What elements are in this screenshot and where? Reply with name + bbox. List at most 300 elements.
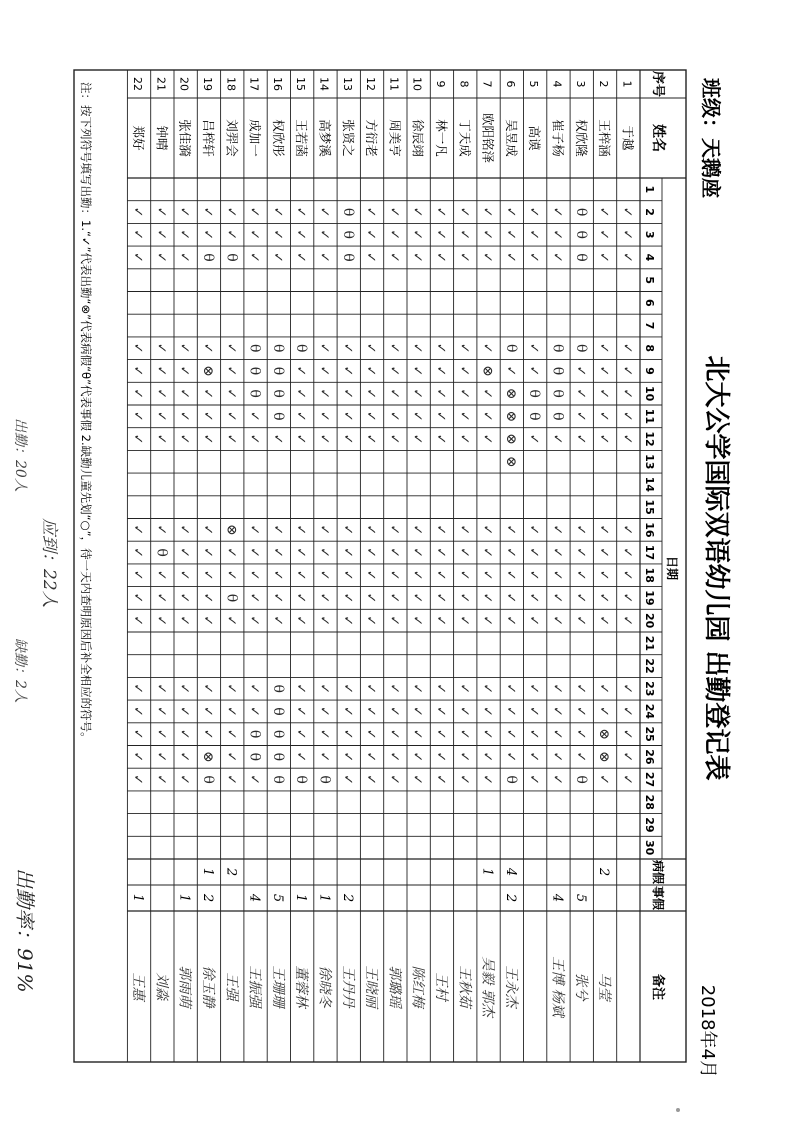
attendance-mark: ✓ bbox=[223, 410, 239, 422]
attendance-mark: ✓ bbox=[409, 433, 425, 445]
attendance-mark: ✓ bbox=[153, 524, 169, 536]
attendance-mark: ✓ bbox=[619, 433, 635, 445]
attendance-mark: ✓ bbox=[199, 342, 215, 354]
attendance-mark: ✓ bbox=[572, 433, 588, 445]
attendance-mark: ✓ bbox=[549, 433, 565, 445]
attendance-mark: ✓ bbox=[409, 410, 425, 422]
attendance-mark: ✓ bbox=[549, 728, 565, 740]
attendance-mark: ✓ bbox=[339, 751, 355, 763]
attendance-mark: ✓ bbox=[432, 388, 448, 400]
student-name: 王梓涵 bbox=[597, 119, 613, 157]
attendance-mark: ✓ bbox=[363, 229, 379, 241]
attendance-mark: ✓ bbox=[526, 774, 542, 786]
row-index: 1 bbox=[620, 80, 634, 88]
attendance-mark: ✓ bbox=[269, 592, 285, 604]
student-name: 张佳漪 bbox=[177, 119, 193, 157]
attendance-mark: ✓ bbox=[246, 410, 262, 422]
day-header: 4 bbox=[643, 253, 656, 262]
table-row bbox=[247, 77, 263, 1009]
row-index: 2 bbox=[597, 80, 611, 88]
attendance-mark: ✓ bbox=[456, 683, 472, 695]
row-index: 5 bbox=[527, 80, 541, 88]
attendance-mark: ✓ bbox=[386, 705, 402, 717]
attendance-mark: θ bbox=[502, 344, 519, 353]
attendance-mark: ✓ bbox=[223, 433, 239, 445]
attendance-mark: ✓ bbox=[386, 229, 402, 241]
personal-days: 1 bbox=[130, 893, 146, 903]
attendance-mark: ✓ bbox=[432, 547, 448, 559]
personal-days: 2 bbox=[199, 893, 215, 903]
attendance-mark: ✓ bbox=[409, 342, 425, 354]
day-header: 24 bbox=[643, 703, 656, 720]
row-index: 15 bbox=[294, 77, 308, 91]
attendance-mark: ✓ bbox=[130, 774, 146, 786]
attendance-mark: ✓ bbox=[409, 728, 425, 740]
attendance-mark: ✓ bbox=[502, 751, 518, 763]
day-header: 30 bbox=[643, 839, 656, 856]
handwritten-total: 应到：22人 bbox=[39, 518, 59, 608]
attendance-mark: ✓ bbox=[596, 251, 612, 263]
attendance-mark: ✓ bbox=[199, 728, 215, 740]
header-index: 序号 bbox=[650, 70, 665, 98]
attendance-mark: ✓ bbox=[316, 615, 332, 627]
attendance-mark: ✓ bbox=[456, 433, 472, 445]
attendance-mark: ✓ bbox=[619, 615, 635, 627]
attendance-mark: ✓ bbox=[153, 774, 169, 786]
attendance-mark: ✓ bbox=[293, 433, 309, 445]
personal-days: 1 bbox=[176, 893, 192, 903]
attendance-mark: ✓ bbox=[246, 524, 262, 536]
attendance-mark: ✓ bbox=[526, 615, 542, 627]
attendance-mark: ✓ bbox=[596, 365, 612, 377]
attendance-mark: ✓ bbox=[363, 569, 379, 581]
personal-days: 4 bbox=[246, 893, 262, 903]
attendance-mark: ✓ bbox=[386, 683, 402, 695]
row-index: 16 bbox=[270, 77, 284, 91]
remark-signature: 郭雨萌 bbox=[176, 965, 193, 1008]
attendance-mark: ✓ bbox=[572, 728, 588, 740]
attendance-mark: θ bbox=[246, 729, 263, 739]
attendance-mark: ✓ bbox=[130, 524, 146, 536]
attendance-mark: ⊗ bbox=[596, 750, 613, 763]
student-name: 张贤之 bbox=[340, 119, 356, 157]
attendance-mark: ✓ bbox=[432, 615, 448, 627]
attendance-mark: ✓ bbox=[153, 615, 169, 627]
sick-days: 1 bbox=[199, 867, 215, 877]
attendance-mark: ✓ bbox=[363, 683, 379, 695]
student-name: 郑好 bbox=[131, 125, 147, 151]
attendance-mark: ✓ bbox=[456, 524, 472, 536]
attendance-mark: ✓ bbox=[339, 705, 355, 717]
attendance-mark: ✓ bbox=[246, 592, 262, 604]
attendance-mark: ✓ bbox=[409, 751, 425, 763]
attendance-mark: ✓ bbox=[246, 569, 262, 581]
day-header: 27 bbox=[643, 771, 656, 788]
attendance-mark: ✓ bbox=[339, 683, 355, 695]
attendance-mark: ✓ bbox=[456, 206, 472, 218]
attendance-mark: ✓ bbox=[293, 229, 309, 241]
personal-days: 4 bbox=[549, 893, 565, 903]
attendance-mark: ✓ bbox=[432, 728, 448, 740]
header-remark: 备注 bbox=[650, 973, 665, 1001]
attendance-mark: ✓ bbox=[479, 615, 495, 627]
attendance-mark: ✓ bbox=[526, 251, 542, 263]
day-header: 7 bbox=[643, 321, 656, 330]
attendance-mark: ✓ bbox=[223, 365, 239, 377]
remark-signature: 马莹 bbox=[596, 972, 613, 1001]
remark-signature: 徐玉静 bbox=[199, 965, 216, 1008]
attendance-mark: ✓ bbox=[130, 388, 146, 400]
attendance-mark: ✓ bbox=[130, 592, 146, 604]
attendance-mark: ✓ bbox=[199, 615, 215, 627]
attendance-mark: ✓ bbox=[269, 569, 285, 581]
row-index: 14 bbox=[317, 77, 331, 91]
attendance-mark: ✓ bbox=[269, 547, 285, 559]
attendance-mark: ✓ bbox=[526, 705, 542, 717]
student-rows bbox=[130, 77, 635, 1020]
attendance-mark: ✓ bbox=[432, 342, 448, 354]
attendance-mark: ✓ bbox=[153, 751, 169, 763]
attendance-mark: ⊗ bbox=[223, 523, 240, 536]
attendance-mark: ✓ bbox=[339, 433, 355, 445]
attendance-mark: ✓ bbox=[502, 251, 518, 263]
table-row bbox=[503, 81, 519, 1010]
student-name: 钟晴 bbox=[154, 125, 170, 151]
attendance-mark: ✓ bbox=[386, 524, 402, 536]
attendance-mark: ✓ bbox=[316, 524, 332, 536]
attendance-mark: ✓ bbox=[526, 547, 542, 559]
attendance-mark: ✓ bbox=[153, 365, 169, 377]
table-row bbox=[526, 81, 542, 786]
table-frame bbox=[74, 70, 686, 1062]
attendance-mark: ✓ bbox=[479, 388, 495, 400]
attendance-mark: ✓ bbox=[456, 615, 472, 627]
attendance-mark: ✓ bbox=[246, 705, 262, 717]
attendance-mark: ✓ bbox=[386, 547, 402, 559]
table-row bbox=[549, 81, 565, 1020]
attendance-mark: ✓ bbox=[432, 410, 448, 422]
row-index: 9 bbox=[433, 80, 447, 88]
attendance-mark: ✓ bbox=[386, 251, 402, 263]
remark-signature: 徐晓冬 bbox=[316, 965, 333, 1008]
attendance-mark: ✓ bbox=[339, 547, 355, 559]
attendance-mark: ✓ bbox=[502, 569, 518, 581]
attendance-mark: ✓ bbox=[223, 206, 239, 218]
attendance-mark: θ bbox=[223, 253, 240, 262]
personal-days: 5 bbox=[269, 893, 285, 903]
attendance-mark: ✓ bbox=[526, 683, 542, 695]
attendance-mark: ✓ bbox=[176, 592, 192, 604]
attendance-mark: ✓ bbox=[293, 251, 309, 263]
sick-days: 2 bbox=[223, 867, 239, 877]
attendance-mark: ✓ bbox=[223, 705, 239, 717]
attendance-mark: ✓ bbox=[456, 592, 472, 604]
attendance-mark: θ bbox=[199, 775, 216, 784]
attendance-mark: θ bbox=[339, 207, 356, 217]
attendance-mark: ✓ bbox=[409, 524, 425, 536]
attendance-mark: ✓ bbox=[246, 615, 262, 627]
attendance-mark: ✓ bbox=[176, 229, 192, 241]
attendance-mark: ✓ bbox=[153, 728, 169, 740]
student-name: 周美亨 bbox=[387, 119, 403, 157]
attendance-mark: ✓ bbox=[176, 615, 192, 627]
attendance-mark: ✓ bbox=[246, 206, 262, 218]
day-header: 26 bbox=[643, 749, 656, 765]
row-index: 18 bbox=[224, 77, 238, 91]
attendance-mark: ✓ bbox=[130, 728, 146, 740]
attendance-mark: ✓ bbox=[596, 388, 612, 400]
attendance-mark: ✓ bbox=[293, 547, 309, 559]
day-header: 19 bbox=[643, 590, 656, 606]
attendance-mark: ✓ bbox=[596, 569, 612, 581]
attendance-mark: ✓ bbox=[479, 569, 495, 581]
attendance-mark: ✓ bbox=[153, 433, 169, 445]
attendance-mark: ✓ bbox=[432, 592, 448, 604]
attendance-mark: ✓ bbox=[176, 524, 192, 536]
attendance-mark: ✓ bbox=[456, 705, 472, 717]
remark-signature: 王丹丹 bbox=[339, 965, 356, 1008]
attendance-mark: ✓ bbox=[619, 728, 635, 740]
attendance-mark: ✓ bbox=[386, 433, 402, 445]
attendance-mark: ✓ bbox=[199, 547, 215, 559]
attendance-mark: ✓ bbox=[549, 705, 565, 717]
attendance-mark: ✓ bbox=[316, 728, 332, 740]
attendance-mark: ✓ bbox=[526, 229, 542, 241]
attendance-mark: ✓ bbox=[130, 229, 146, 241]
attendance-mark: ✓ bbox=[386, 615, 402, 627]
day-header: 18 bbox=[643, 567, 656, 583]
attendance-mark: ✓ bbox=[176, 547, 192, 559]
attendance-mark: ⊗ bbox=[502, 455, 519, 468]
attendance-mark: ✓ bbox=[223, 774, 239, 786]
attendance-mark: ✓ bbox=[479, 547, 495, 559]
month-label: 2018年4月 bbox=[697, 984, 718, 1078]
student-name: 吕梓轩 bbox=[200, 119, 216, 157]
personal-days: 1 bbox=[293, 893, 309, 903]
student-name: 王若菡 bbox=[294, 119, 310, 157]
table-row bbox=[153, 77, 169, 1001]
attendance-mark: ✓ bbox=[596, 683, 612, 695]
attendance-mark: θ bbox=[502, 775, 519, 784]
attendance-mark: ✓ bbox=[572, 410, 588, 422]
attendance-mark: θ bbox=[572, 775, 589, 784]
day-header: 3 bbox=[643, 230, 656, 239]
attendance-mark: ✓ bbox=[363, 433, 379, 445]
attendance-mark: ✓ bbox=[153, 206, 169, 218]
attendance-mark: ✓ bbox=[526, 433, 542, 445]
attendance-mark: ✓ bbox=[223, 229, 239, 241]
attendance-mark: ⊗ bbox=[479, 365, 496, 377]
attendance-mark: ✓ bbox=[502, 705, 518, 717]
attendance-mark: ✓ bbox=[432, 683, 448, 695]
attendance-mark: θ bbox=[293, 775, 310, 784]
header-personal: 事假 bbox=[651, 885, 665, 911]
attendance-mark: ✓ bbox=[596, 410, 612, 422]
day-header: 8 bbox=[643, 344, 656, 353]
attendance-mark: ✓ bbox=[619, 388, 635, 400]
attendance-mark: ✓ bbox=[596, 206, 612, 218]
attendance-mark: ✓ bbox=[432, 206, 448, 218]
day-header: 6 bbox=[643, 299, 656, 307]
student-name: 高梦溪 bbox=[317, 119, 333, 157]
attendance-mark: ✓ bbox=[432, 433, 448, 445]
attendance-mark: ✓ bbox=[619, 751, 635, 763]
attendance-mark: ✓ bbox=[456, 251, 472, 263]
attendance-mark: ✓ bbox=[316, 569, 332, 581]
attendance-mark: ✓ bbox=[549, 569, 565, 581]
attendance-mark: ✓ bbox=[526, 728, 542, 740]
attendance-mark: ✓ bbox=[176, 774, 192, 786]
attendance-mark: ✓ bbox=[572, 751, 588, 763]
attendance-mark: ✓ bbox=[153, 569, 169, 581]
attendance-mark: ✓ bbox=[619, 547, 635, 559]
attendance-mark: θ bbox=[572, 344, 589, 353]
day-header: 21 bbox=[643, 635, 656, 652]
attendance-mark: ✓ bbox=[130, 547, 146, 559]
attendance-mark: ✓ bbox=[316, 433, 332, 445]
day-header: 22 bbox=[643, 658, 656, 674]
attendance-mark: ✓ bbox=[479, 524, 495, 536]
attendance-mark: θ bbox=[572, 207, 589, 217]
attendance-mark: ✓ bbox=[549, 206, 565, 218]
attendance-mark: θ bbox=[269, 412, 286, 421]
attendance-mark: ✓ bbox=[130, 251, 146, 263]
table-row bbox=[316, 77, 332, 1008]
day-header: 14 bbox=[643, 476, 656, 493]
attendance-mark: ✓ bbox=[619, 569, 635, 581]
attendance-mark: ✓ bbox=[339, 410, 355, 422]
row-index: 22 bbox=[131, 77, 145, 91]
attendance-mark: ✓ bbox=[456, 751, 472, 763]
table-row bbox=[293, 77, 309, 1009]
attendance-mark: θ bbox=[269, 389, 286, 398]
student-name: 欧阳铭泽 bbox=[480, 112, 496, 164]
remark-signature: 刘淼 bbox=[153, 972, 170, 1001]
remark-signature: 王永杰 bbox=[502, 965, 519, 1008]
attendance-mark: θ bbox=[153, 548, 170, 557]
attendance-mark: θ bbox=[246, 752, 263, 762]
attendance-mark: θ bbox=[269, 344, 286, 353]
attendance-mark: ✓ bbox=[269, 615, 285, 627]
attendance-mark: ✓ bbox=[199, 229, 215, 241]
table-row bbox=[386, 77, 402, 1009]
attendance-mark: ✓ bbox=[363, 206, 379, 218]
attendance-mark: ✓ bbox=[479, 728, 495, 740]
personal-days: 2 bbox=[502, 893, 518, 903]
attendance-mark: ✓ bbox=[596, 592, 612, 604]
sick-days: 4 bbox=[502, 867, 518, 877]
personal-days: 1 bbox=[316, 893, 332, 903]
remark-signature: 王博 杨斌 bbox=[549, 956, 566, 1017]
attendance-mark: ✓ bbox=[246, 229, 262, 241]
personal-days: 2 bbox=[339, 893, 355, 903]
attendance-mark: θ bbox=[246, 366, 263, 376]
attendance-mark: ✓ bbox=[176, 410, 192, 422]
attendance-mark: ✓ bbox=[549, 683, 565, 695]
attendance-mark: ✓ bbox=[223, 388, 239, 400]
attendance-mark: ✓ bbox=[223, 615, 239, 627]
attendance-mark: θ bbox=[549, 366, 566, 376]
attendance-mark: ✓ bbox=[363, 615, 379, 627]
header-sick: 病假 bbox=[651, 859, 665, 885]
attendance-mark: ✓ bbox=[572, 365, 588, 377]
attendance-mark: ✓ bbox=[572, 705, 588, 717]
attendance-mark: ✓ bbox=[223, 728, 239, 740]
attendance-mark: ⊗ bbox=[502, 433, 519, 445]
attendance-mark: ✓ bbox=[293, 524, 309, 536]
row-index: 20 bbox=[177, 77, 191, 91]
attendance-mark: ✓ bbox=[549, 592, 565, 604]
attendance-mark: ✓ bbox=[456, 547, 472, 559]
attendance-mark: ✓ bbox=[246, 251, 262, 263]
attendance-mark: ✓ bbox=[409, 388, 425, 400]
attendance-mark: ✓ bbox=[130, 683, 146, 695]
attendance-mark: θ bbox=[549, 412, 566, 421]
attendance-mark: ✓ bbox=[386, 365, 402, 377]
attendance-mark: ✓ bbox=[130, 433, 146, 445]
attendance-mark: ✓ bbox=[386, 728, 402, 740]
day-header: 23 bbox=[643, 681, 656, 697]
row-index: 13 bbox=[340, 77, 354, 91]
day-header: 11 bbox=[643, 408, 656, 425]
attendance-mark: ✓ bbox=[619, 342, 635, 354]
attendance-mark: ✓ bbox=[456, 774, 472, 786]
attendance-mark: ✓ bbox=[176, 728, 192, 740]
attendance-mark: θ bbox=[269, 684, 286, 693]
attendance-mark: ✓ bbox=[409, 365, 425, 377]
row-index: 11 bbox=[387, 77, 401, 91]
attendance-mark: ✓ bbox=[130, 569, 146, 581]
attendance-mark: ✓ bbox=[130, 705, 146, 717]
attendance-mark: ✓ bbox=[526, 569, 542, 581]
table-row bbox=[456, 81, 472, 1010]
attendance-mark: ✓ bbox=[269, 229, 285, 241]
remark-signature: 张兮 bbox=[572, 972, 589, 1001]
remark-signature: 吴毅 郭杰 bbox=[479, 956, 496, 1017]
attendance-mark: ⊗ bbox=[502, 410, 519, 423]
attendance-mark: ✓ bbox=[619, 592, 635, 604]
attendance-mark: ✓ bbox=[316, 388, 332, 400]
remark-signature: 王惠 bbox=[130, 972, 147, 1001]
attendance-mark: ✓ bbox=[526, 342, 542, 354]
attendance-mark: ✓ bbox=[339, 342, 355, 354]
student-name: 权欣隆 bbox=[573, 119, 589, 157]
attendance-mark: ✓ bbox=[130, 365, 146, 377]
attendance-mark: ✓ bbox=[293, 365, 309, 377]
attendance-mark: ✓ bbox=[409, 774, 425, 786]
attendance-mark: ✓ bbox=[176, 388, 192, 400]
attendance-mark: ✓ bbox=[409, 251, 425, 263]
attendance-mark: ✓ bbox=[246, 683, 262, 695]
row-index: 21 bbox=[154, 77, 168, 91]
attendance-mark: ✓ bbox=[223, 569, 239, 581]
student-name: 吴昱成 bbox=[503, 119, 519, 157]
student-name: 权欣彤 bbox=[270, 119, 286, 157]
attendance-mark: ✓ bbox=[363, 592, 379, 604]
attendance-mark: ✓ bbox=[409, 592, 425, 604]
attendance-mark: ✓ bbox=[269, 433, 285, 445]
attendance-mark: ✓ bbox=[130, 751, 146, 763]
attendance-mark: ✓ bbox=[386, 410, 402, 422]
attendance-mark: θ bbox=[549, 389, 566, 398]
attendance-mark: ✓ bbox=[479, 774, 495, 786]
attendance-mark: ✓ bbox=[502, 547, 518, 559]
attendance-mark: ✓ bbox=[526, 524, 542, 536]
day-header: 12 bbox=[643, 431, 656, 447]
attendance-mark: ✓ bbox=[432, 569, 448, 581]
attendance-mark: ✓ bbox=[363, 365, 379, 377]
attendance-mark: ✓ bbox=[339, 615, 355, 627]
